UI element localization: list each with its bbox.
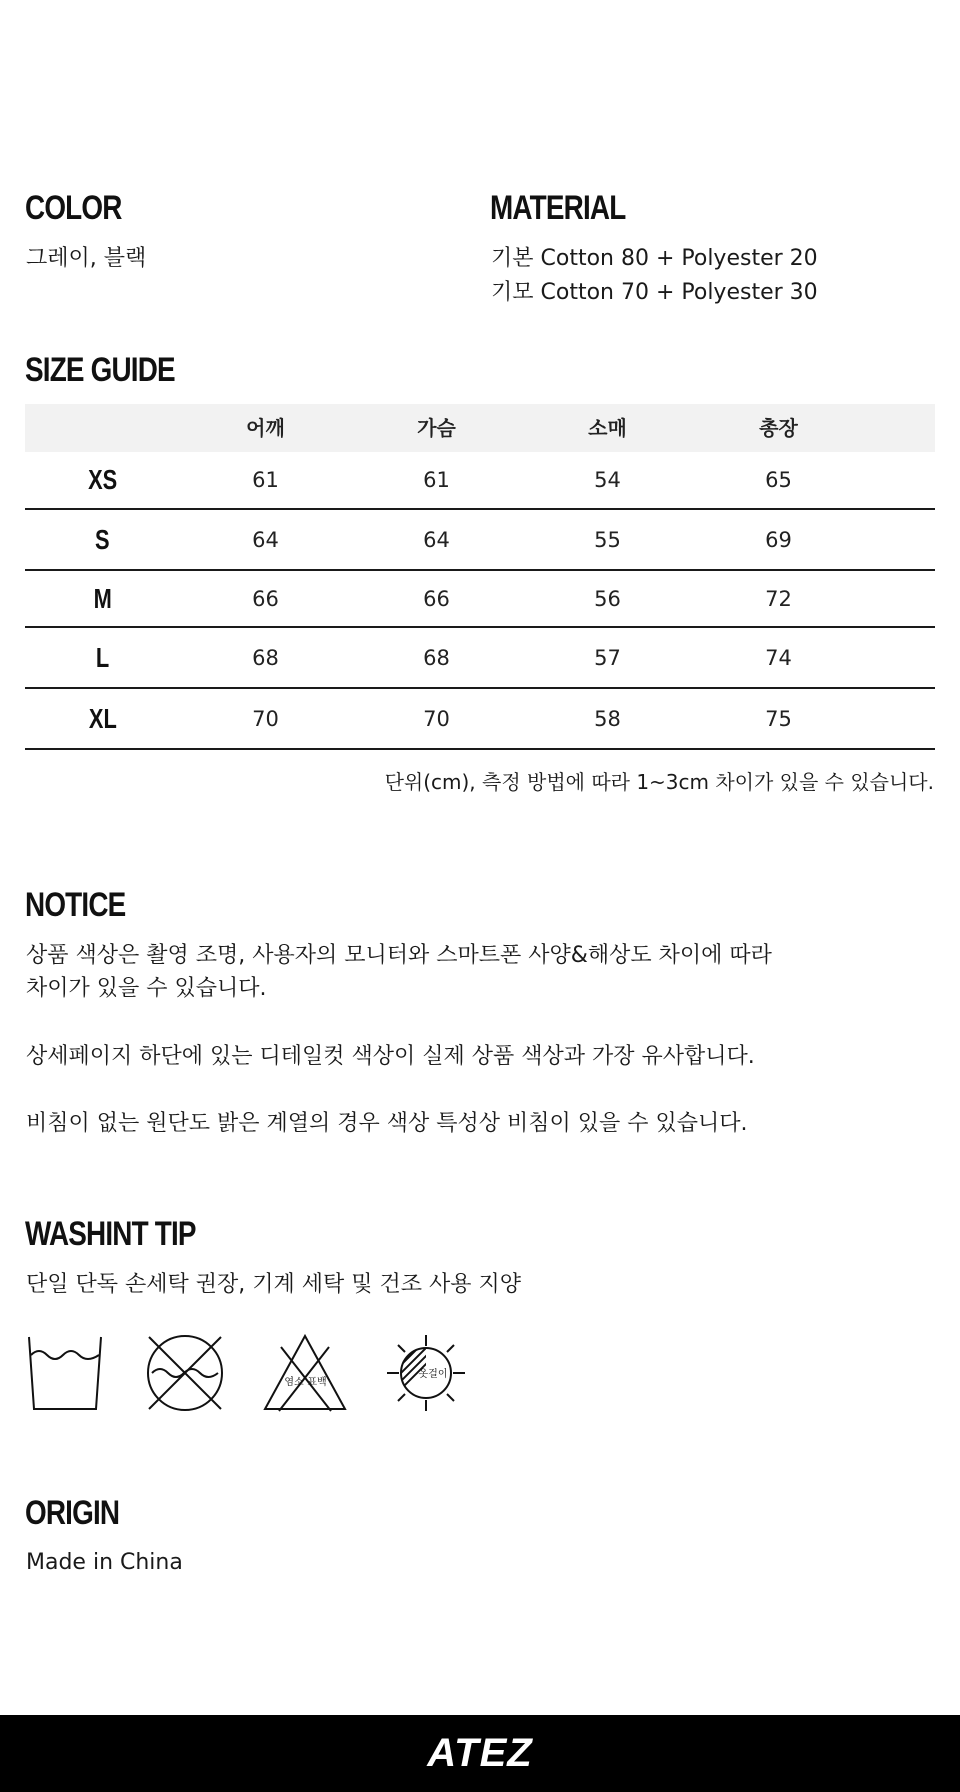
table-cell: 68 — [423, 645, 450, 670]
table-cell: 66 — [423, 586, 450, 611]
color-heading: COLOR — [25, 189, 122, 227]
table-row — [25, 452, 935, 510]
table-cell: 70 — [423, 706, 450, 731]
hang-dry-shade-icon — [385, 1333, 467, 1413]
size-table — [25, 404, 935, 750]
material-heading: MATERIAL — [490, 189, 626, 227]
shoulder-column-header: 어깨 — [246, 416, 285, 440]
table-cell: 69 — [765, 527, 792, 552]
size-label: S — [95, 523, 110, 555]
notice-paragraph-3: 비침이 없는 원단도 밝은 계열의 경우 색상 특성상 비침이 있을 수 있습니다. — [26, 1111, 748, 1136]
size-label: XS — [87, 464, 118, 495]
bleach-label-bleach: 표백 — [307, 1377, 327, 1388]
table-cell: 74 — [765, 645, 792, 670]
size-measurement-note: 단위(cm), 측정 방법에 따라 1~3cm 차이가 있을 수 있습니다. — [384, 770, 934, 794]
no-bleach-icon — [263, 1333, 347, 1413]
table-cell: 58 — [594, 706, 621, 731]
size-table-header — [25, 404, 935, 452]
size-guide-heading: SIZE GUIDE — [25, 351, 175, 389]
notice-paragraph-1: 상품 색상은 촬영 조명, 사용자의 모니터와 스마트폰 사양&해상도 차이에 따라 차이가 있을 수 있습니다. — [26, 943, 772, 1001]
size-label: XL — [88, 702, 117, 734]
material-line-1: 기본 Cotton 80 + Polyester 20 — [491, 246, 818, 271]
no-machine-wash-icon — [145, 1333, 225, 1413]
table-row — [25, 689, 935, 750]
table-cell: 66 — [252, 586, 279, 611]
table-cell: 64 — [423, 527, 450, 552]
table-cell: 61 — [252, 468, 279, 492]
size-label: L — [95, 641, 110, 673]
table-cell: 57 — [594, 645, 621, 670]
footer-bar — [0, 1715, 960, 1792]
table-cell: 54 — [594, 468, 621, 492]
table-cell: 70 — [252, 706, 279, 731]
origin-heading: ORIGIN — [25, 1494, 120, 1532]
table-cell: 56 — [594, 586, 621, 611]
notice-paragraph-2: 상세페이지 하단에 있는 디테일컷 색상이 실제 상품 색상과 가장 유사합니다. — [26, 1044, 755, 1069]
size-label: M — [93, 582, 112, 614]
table-cell: 61 — [423, 468, 450, 492]
hanger-label: 옷걸이 — [418, 1369, 448, 1380]
table-cell: 65 — [765, 468, 792, 492]
brand-logo[interactable]: ATEZ — [427, 1731, 533, 1775]
table-row — [25, 571, 935, 628]
origin-value: Made in China — [26, 1550, 183, 1575]
material-line-2: 기모 Cotton 70 + Polyester 30 — [491, 280, 818, 305]
size-column-header — [25, 404, 180, 452]
table-cell: 64 — [252, 527, 279, 552]
table-cell: 68 — [252, 645, 279, 670]
table-cell: 72 — [765, 586, 792, 611]
washing-text: 단일 단독 손세탁 권장, 기계 세탁 및 건조 사용 지양 — [26, 1272, 521, 1297]
washing-heading: WASHINT TIP — [25, 1215, 196, 1253]
table-row — [25, 628, 935, 689]
sleeve-column-header: 소매 — [588, 416, 627, 440]
table-cell: 75 — [765, 706, 792, 731]
color-value: 그레이, 블랙 — [26, 246, 147, 271]
table-row — [25, 510, 935, 571]
chest-column-header: 가슴 — [417, 416, 456, 440]
bleach-label-chlorine: 염소 — [284, 1377, 304, 1388]
table-cell: 55 — [594, 527, 621, 552]
hand-wash-icon — [26, 1333, 106, 1413]
length-column-header: 총장 — [759, 416, 798, 440]
notice-heading: NOTICE — [25, 886, 126, 924]
